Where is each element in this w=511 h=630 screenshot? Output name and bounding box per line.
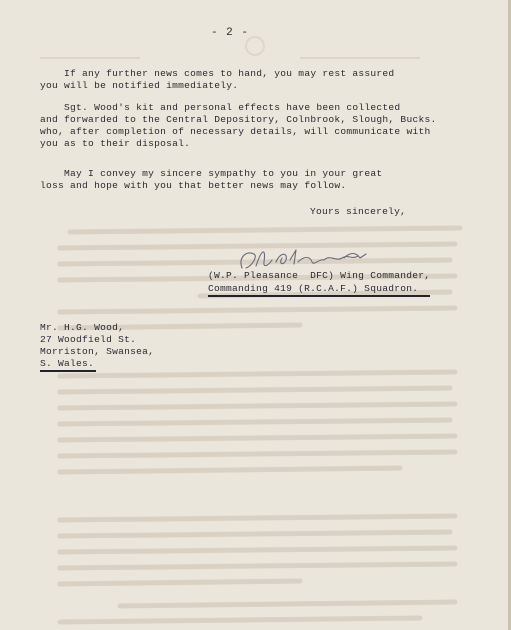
paragraph-3-line-2: loss and hope with you that better news may follow.	[40, 180, 347, 191]
page-number: - 2 -	[210, 27, 249, 39]
paragraph-2-line-1: Sgt. Wood's kit and personal effects have been collected	[40, 102, 401, 113]
closing-line: Yours sincerely,	[310, 206, 407, 217]
recipient-line-2: 27 Woodfield St.	[40, 334, 137, 345]
paragraph-1-line-1: If any further news comes to hand, you may rest assured	[40, 68, 395, 79]
recipient-line-4: S. Wales.	[40, 358, 95, 369]
paragraph-2-line-2: and forwarded to the Central Depository, Colnbrook, Slough, Bucks.	[40, 114, 437, 125]
recipient-line-1: Mr. H.G. Wood,	[40, 322, 125, 333]
recipient-line-3: Morriston, Swansea,	[40, 346, 155, 357]
recipient-underline	[40, 370, 96, 372]
paragraph-2-line-4: you as to their disposal.	[40, 138, 191, 149]
signatory-name-line: (W.P. Pleasance DFC) Wing Commander,	[208, 270, 431, 281]
paragraph-1-line-2: you will be notified immediately.	[40, 80, 239, 91]
paragraph-3-line-1: May I convey my sincere sympathy to you in your great	[40, 168, 383, 179]
paragraph-2-line-3: who, after completion of necessary details, will communicate with	[40, 126, 431, 137]
signatory-title-line: Commanding 419 (R.C.A.F.) Squadron.	[208, 283, 419, 294]
signatory-underline	[208, 295, 430, 297]
